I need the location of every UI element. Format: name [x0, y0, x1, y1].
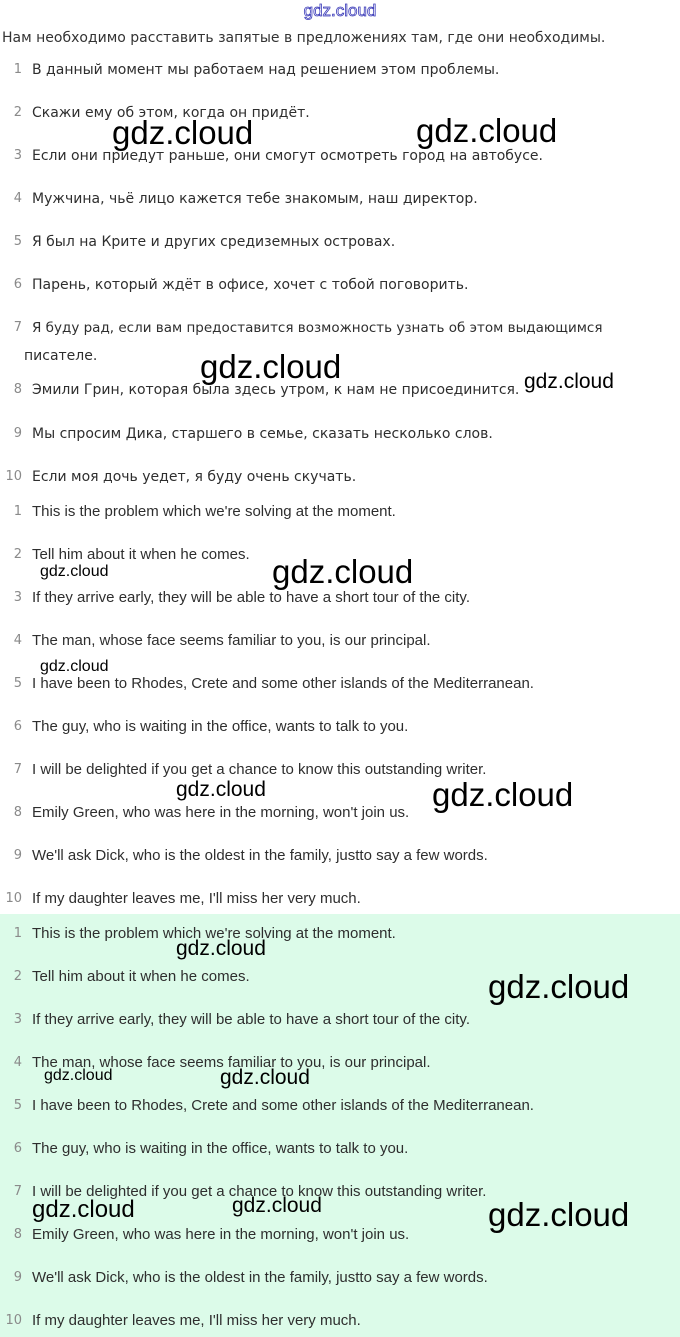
list-item: We'll ask Dick, who is the oldest in the family, justto say a few words.: [32, 847, 488, 864]
list-item-number: 10: [5, 1313, 22, 1328]
list-item: We'll ask Dick, who is the oldest in the family, justto say a few words.: [32, 1269, 488, 1286]
list-item-number: 4: [13, 633, 22, 648]
list-item: Я буду рад, если вам предоставится возможность узнать об этом выдающимся: [32, 320, 603, 336]
list-item-number: 8: [13, 805, 22, 820]
list-item: If my daughter leaves me, I'll miss her very much.: [32, 1312, 361, 1329]
list-item-number: 5: [13, 676, 22, 691]
list-item: Emily Green, who was here in the morning, won't join us.: [32, 804, 410, 821]
list-item: Я был на Крите и других средиземных островах.: [32, 234, 396, 250]
list-item: I will be delighted if you get a chance to know this outstanding writer.: [32, 1183, 487, 1200]
watermark: gdz.cloud: [40, 563, 109, 580]
list-item: Если моя дочь уедет, я буду очень скучать.: [32, 469, 357, 485]
list-item: If they arrive early, they will be able to have a short tour of the city.: [32, 1011, 470, 1028]
list-item: Парень, который ждёт в офисе, хочет с тобой поговорить.: [32, 277, 469, 293]
list-item-number: 6: [13, 1141, 22, 1156]
list-item: Мужчина, чьё лицо кажется тебе знакомым, наш директор.: [32, 191, 478, 207]
list-item-number: 4: [13, 1055, 22, 1070]
list-item: If they arrive early, they will be able to have a short tour of the city.: [32, 589, 470, 606]
list-item-number: 6: [13, 719, 22, 734]
list-item-number: 7: [13, 762, 22, 777]
watermark: gdz.cloud: [272, 553, 414, 590]
list-item: I have been to Rhodes, Crete and some other islands of the Mediterranean.: [32, 675, 534, 692]
watermark: gdz.cloud: [112, 114, 254, 151]
list-item-number: 7: [13, 320, 22, 335]
list-item: The man, whose face seems familiar to you, is our principal.: [32, 1054, 431, 1071]
list-item-number: 7: [13, 1184, 22, 1199]
list-item: Если они приедут раньше, они смогут осмотреть город на автобусе.: [32, 148, 543, 164]
list-item: I will be delighted if you get a chance to know this outstanding writer.: [32, 761, 487, 778]
list-item-number: 3: [13, 148, 22, 163]
list-item-number: 6: [13, 277, 22, 292]
watermark: gdz.cloud: [232, 1194, 322, 1217]
list-item: This is the problem which we're solving at the moment.: [32, 503, 396, 520]
list-item-number: 5: [13, 1098, 22, 1113]
task-instruction: Нам необходимо расставить запятые в предложениях там, где они необходимы.: [2, 30, 606, 46]
list-item: The guy, who is waiting in the office, wants to talk to you.: [32, 718, 409, 735]
list-item-number: 9: [13, 848, 22, 863]
list-item-number: 5: [13, 234, 22, 249]
watermark: gdz.cloud: [488, 1196, 630, 1233]
list-item-number: 8: [13, 1227, 22, 1242]
list-item: Emily Green, who was here in the morning, won't join us.: [32, 1226, 410, 1243]
list-item-number: 9: [13, 1270, 22, 1285]
watermark: gdz.cloud: [32, 1196, 135, 1223]
list-item-number: 10: [5, 891, 22, 906]
watermark: gdz.cloud: [220, 1066, 310, 1089]
list-item-number: 3: [13, 590, 22, 605]
list-item-number: 2: [13, 547, 22, 562]
watermark: gdz.cloud: [176, 778, 266, 801]
list-item: I have been to Rhodes, Crete and some other islands of the Mediterranean.: [32, 1097, 534, 1114]
list-item: The man, whose face seems familiar to you, is our principal.: [32, 632, 431, 649]
list-item-number: 1: [13, 62, 22, 77]
site-title[interactable]: gdz.cloud: [303, 1, 377, 20]
list-item: If my daughter leaves me, I'll miss her very much.: [32, 890, 361, 907]
list-item-number: 1: [13, 926, 22, 941]
watermark: gdz.cloud: [416, 112, 558, 149]
list-item-number: 1: [13, 504, 22, 519]
list-item: This is the problem which we're solving at the moment.: [32, 925, 396, 942]
watermark: gdz.cloud: [176, 937, 266, 960]
list-item-number: 10: [5, 469, 22, 484]
watermark: gdz.cloud: [488, 968, 630, 1005]
list-item: В данный момент мы работаем над решением этом проблемы.: [32, 62, 500, 78]
list-item: Tell him about it when he comes.: [32, 968, 250, 985]
list-item: Мы спросим Дика, старшего в семье, сказать несколько слов.: [32, 426, 493, 442]
list-item-number: 4: [13, 191, 22, 206]
list-item: Эмили Грин, которая была здесь утром, к нам не присоединится.: [32, 382, 520, 398]
list-item-number: 9: [13, 426, 22, 441]
list-item: Скажи ему об этом, когда он придёт.: [32, 105, 310, 121]
watermark: gdz.cloud: [40, 658, 109, 675]
list-item-number: 2: [13, 105, 22, 120]
list-item-continuation: писателе.: [24, 348, 98, 364]
watermark: gdz.cloud: [44, 1067, 113, 1084]
list-item-number: 2: [13, 969, 22, 984]
list-item: Tell him about it when he comes.: [32, 546, 250, 563]
list-item-number: 8: [13, 382, 22, 397]
watermark: gdz.cloud: [524, 370, 614, 393]
list-item: The guy, who is waiting in the office, wants to talk to you.: [32, 1140, 409, 1157]
list-item-number: 3: [13, 1012, 22, 1027]
watermark: gdz.cloud: [432, 776, 574, 813]
watermark: gdz.cloud: [200, 348, 342, 385]
